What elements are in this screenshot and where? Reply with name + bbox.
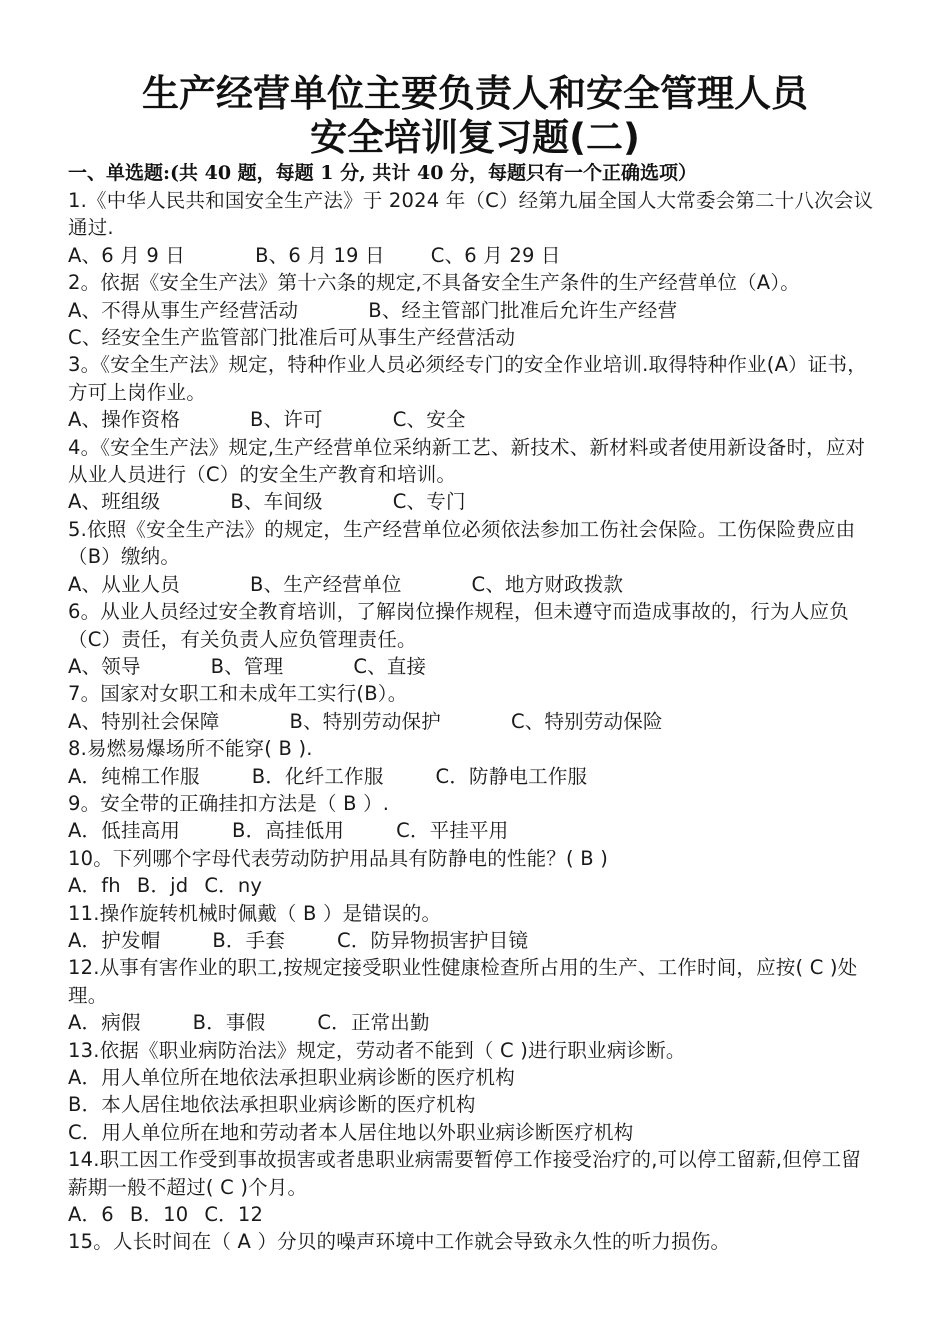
answer-option: B．事假 [192, 1011, 266, 1035]
option-row [68, 872, 880, 899]
answer-option: A、操作资格 [68, 408, 181, 432]
answer-option: A、领导 [68, 654, 141, 678]
section-header: 一、单选题:(共 40 题，每题 1 分, 共计 40 分，每题只有一个正确选项） [68, 162, 698, 184]
question-list [68, 187, 880, 1256]
answer-option: C、安全 [392, 408, 466, 432]
question-text: 2。依据《安全生产法》第十六条的规定,不具备安全生产条件的生产经营单位（A）。 [68, 271, 800, 295]
option-row [68, 1091, 880, 1118]
answer-option: A、6 月 9 日 [68, 243, 186, 267]
question-text: 14.职工因工作受到事故损害或者患职业病需要暂停工作接受治疗的,可以停工留薪,但停工留薪期一般不超过( C )个月。 [68, 1148, 862, 1199]
answer-option: B、6 月 19 日 [255, 243, 385, 267]
answer-option: C．12 [204, 1203, 264, 1227]
answer-option: C．ny [204, 874, 263, 898]
answer-option: B．本人居住地依法承担职业病诊断的医疗机构 [68, 1093, 476, 1117]
answer-option: A、不得从事生产经营活动 [68, 298, 299, 322]
option-row [68, 708, 880, 735]
option-row [68, 1064, 880, 1091]
option-row [68, 297, 880, 324]
option-row [68, 324, 880, 351]
answer-option: B．高挂低用 [232, 819, 345, 843]
document-title-line-1: 生产经营单位主要负责人和安全管理人员 [142, 72, 808, 115]
answer-option: C、专门 [392, 490, 466, 514]
answer-option: A．6 [68, 1203, 114, 1227]
answer-option: B．化纤工作服 [251, 764, 384, 788]
option-row [68, 1119, 880, 1146]
document-title-line-2: 安全培训复习题(二) [310, 116, 640, 159]
answer-option: B、管理 [210, 654, 284, 678]
question-text: 6。从业人员经过安全教育培训，了解岗位操作规程，但未遵守而造成事故的，行为人应负（C）责任，有关负责人应负管理责任。 [68, 600, 849, 651]
question-text: 1.《中华人民共和国安全生产法》于 2024 年（C）经第九届全国人大常委会第二十八次会议通过. [68, 189, 874, 240]
answer-option: A、从业人员 [68, 572, 181, 596]
option-row [68, 242, 880, 269]
option-row [68, 653, 880, 680]
answer-option: C、直接 [353, 654, 427, 678]
answer-option: C、地方财政拨款 [471, 572, 624, 596]
question-text: 7。国家对女职工和未成年工实行(B）。 [68, 682, 408, 706]
answer-option: B．jd [136, 874, 189, 898]
question-text: 15。人长时间在（ A ）分贝的噪声环境中工作就会导致永久性的听力损伤。 [68, 1230, 731, 1254]
question-text: 10。下列哪个字母代表劳动防护用品具有防静电的性能？( B ) [68, 846, 609, 870]
option-row [68, 927, 880, 954]
answer-option: A．纯棉工作服 [68, 764, 200, 788]
answer-option: C．防静电工作服 [435, 764, 588, 788]
answer-option: B、生产经营单位 [250, 572, 402, 596]
question-text: 4。《安全生产法》规定,生产经营单位采纳新工艺、新技术、新材料或者使用新设备时，应对从业人员进行（C）的安全生产教育和培训。 [68, 435, 866, 487]
option-row [68, 406, 880, 433]
option-row [68, 817, 880, 844]
option-row [68, 488, 880, 515]
answer-option: B、许可 [250, 408, 323, 432]
answer-option: C．平挂平用 [396, 819, 509, 843]
answer-option: C．正常出勤 [317, 1011, 430, 1035]
answer-option: A．护发帽 [68, 928, 161, 952]
answer-option: C．防异物损害护目镜 [337, 928, 529, 952]
answer-option: A．fh [68, 874, 121, 898]
answer-option: B、特别劳动保护 [289, 709, 441, 733]
answer-option: B．手套 [212, 928, 286, 952]
answer-option: C、经安全生产监管部门批准后可从事生产经营活动 [68, 326, 516, 350]
question-text: 8.易燃易爆场所不能穿( B ). [68, 737, 313, 761]
question-text: 5.依照《安全生产法》的规定，生产经营单位必须依法参加工伤社会保险。工伤保险费应由（B）缴纳。 [68, 517, 856, 569]
option-row [68, 1009, 880, 1036]
answer-option: A．低挂高用 [68, 819, 181, 843]
option-row [68, 763, 880, 790]
question-text: 12.从事有害作业的职工,按规定接受职业性健康检查所占用的生产、工作时间，应按( C )处理。 [68, 956, 858, 1007]
answer-option: A．病假 [68, 1011, 141, 1035]
question-text: 3。《安全生产法》规定，特种作业人员必须经专门的安全作业培训.取得特种作业(A）证书，方可上岗作业。 [68, 353, 867, 404]
answer-option: A．用人单位所在地依法承担职业病诊断的医疗机构 [68, 1066, 515, 1089]
answer-option: C．用人单位所在地和劳动者本人居住地以外职业病诊断医疗机构 [68, 1120, 634, 1144]
answer-option: C、特别劳动保险 [510, 709, 663, 733]
answer-option: B、经主管部门批准后允许生产经营 [368, 298, 678, 322]
question-text: 11.操作旋转机械时佩戴（ B ）是错误的。 [68, 901, 442, 925]
option-row [68, 1201, 880, 1228]
answer-option: B．10 [129, 1203, 189, 1227]
answer-option: A、特别社会保障 [68, 709, 220, 733]
question-text: 13.依据《职业病防治法》规定，劳动者不能到（ C )进行职业病诊断。 [68, 1038, 686, 1062]
answer-option: C、6 月 29 日 [430, 243, 561, 267]
option-row [68, 571, 880, 598]
answer-option: B、车间级 [230, 490, 323, 514]
answer-option: A、班组级 [68, 490, 161, 514]
question-text: 9。安全带的正确挂扣方法是（ B ）. [68, 791, 390, 815]
